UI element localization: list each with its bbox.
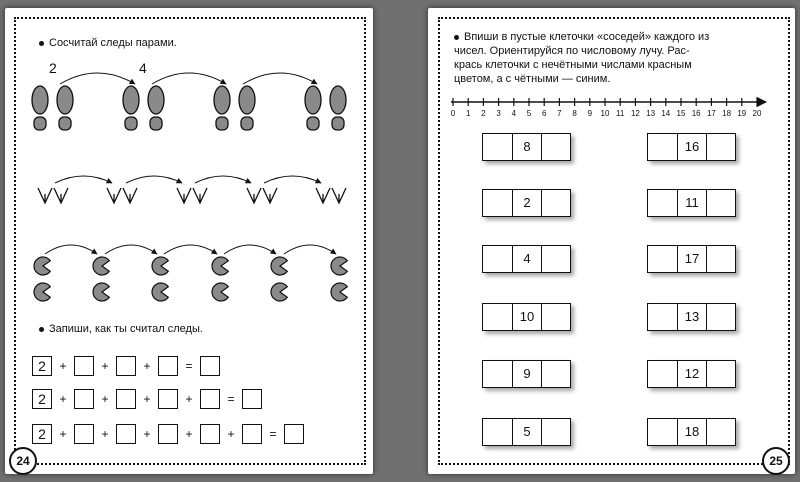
neighbor-triple bbox=[482, 245, 571, 273]
previous-neighbor-cell[interactable] bbox=[483, 134, 512, 160]
paw-track bbox=[271, 257, 287, 275]
equation-answer-box[interactable] bbox=[74, 424, 94, 444]
equation-answer-box[interactable] bbox=[200, 424, 220, 444]
instruction-line: чисел. Ориентируйся по числовому лучу. Рас- bbox=[454, 45, 690, 57]
number-line-label: 7 bbox=[557, 109, 562, 118]
given-number-cell: 12 bbox=[677, 361, 706, 387]
answer-box[interactable] bbox=[284, 424, 304, 444]
previous-neighbor-cell[interactable] bbox=[483, 304, 512, 330]
bird-track bbox=[177, 188, 191, 203]
number-line-label: 16 bbox=[691, 109, 701, 118]
previous-neighbor-cell[interactable] bbox=[648, 419, 677, 445]
equation-answer-box[interactable] bbox=[74, 356, 94, 376]
given-number-cell: 11 bbox=[677, 190, 706, 216]
count-arrow bbox=[195, 176, 251, 183]
paw-track bbox=[331, 283, 347, 301]
count-arrow bbox=[45, 245, 97, 254]
equation-given-box: 2 bbox=[32, 424, 52, 444]
count-arrow bbox=[243, 73, 317, 84]
page-number-left: 24 bbox=[9, 447, 37, 475]
equation-row bbox=[32, 356, 220, 376]
neighbor-triple bbox=[647, 245, 736, 273]
plus-sign: + bbox=[185, 427, 193, 441]
number-line-label: 13 bbox=[646, 109, 656, 118]
equation-answer-box[interactable] bbox=[158, 389, 178, 409]
equation-answer-box[interactable] bbox=[242, 424, 262, 444]
previous-neighbor-cell[interactable] bbox=[648, 134, 677, 160]
given-number-cell: 18 bbox=[677, 419, 706, 445]
next-neighbor-cell[interactable] bbox=[706, 304, 735, 330]
count-arrow bbox=[264, 176, 321, 183]
number-line-label: 12 bbox=[630, 109, 640, 118]
neighbor-triple bbox=[482, 189, 571, 217]
next-neighbor-cell[interactable] bbox=[541, 246, 570, 272]
instruction-line: цветом, а с чётными — синим. bbox=[454, 73, 611, 85]
next-neighbor-cell[interactable] bbox=[541, 361, 570, 387]
answer-box[interactable] bbox=[200, 356, 220, 376]
plus-sign: + bbox=[59, 427, 67, 441]
footprint-right bbox=[239, 86, 255, 130]
number-line bbox=[428, 8, 795, 474]
number-line-label: 4 bbox=[511, 109, 517, 118]
footprint-right bbox=[57, 86, 73, 130]
equation-answer-box[interactable] bbox=[116, 356, 136, 376]
count-arrow bbox=[126, 176, 182, 183]
previous-neighbor-cell[interactable] bbox=[648, 190, 677, 216]
number-line-label: 3 bbox=[496, 109, 501, 118]
count-arrow bbox=[105, 245, 157, 254]
count-arrow bbox=[55, 176, 112, 183]
instruction-line: крась клеточки с нечётными числами красным bbox=[454, 59, 692, 71]
equation-answer-box[interactable] bbox=[158, 424, 178, 444]
number-line-label: 14 bbox=[661, 109, 671, 118]
bird-track bbox=[247, 188, 261, 203]
previous-neighbor-cell[interactable] bbox=[648, 361, 677, 387]
number-line-label: 6 bbox=[541, 109, 547, 118]
count-arrow bbox=[60, 73, 135, 84]
page-number-right: 25 bbox=[762, 447, 790, 475]
previous-neighbor-cell[interactable] bbox=[648, 246, 677, 272]
next-neighbor-cell[interactable] bbox=[541, 190, 570, 216]
next-neighbor-cell[interactable] bbox=[541, 304, 570, 330]
equals-sign: = bbox=[269, 427, 277, 441]
footprint-right bbox=[330, 86, 346, 130]
number-line-label: 5 bbox=[526, 109, 532, 118]
number-line-label: 9 bbox=[587, 109, 593, 118]
bird-track bbox=[107, 188, 121, 203]
previous-neighbor-cell[interactable] bbox=[483, 361, 512, 387]
plus-sign: + bbox=[101, 392, 109, 406]
footprint-left bbox=[123, 86, 139, 130]
number-line-label: 2 bbox=[481, 109, 486, 118]
plus-sign: + bbox=[101, 359, 109, 373]
paw-track bbox=[34, 283, 50, 301]
paw-track bbox=[331, 257, 347, 275]
next-neighbor-cell[interactable] bbox=[706, 134, 735, 160]
number-line-label: 17 bbox=[706, 109, 716, 118]
number-line-label: 1 bbox=[465, 109, 471, 118]
instruction-write-count bbox=[39, 322, 203, 336]
equation-answer-box[interactable] bbox=[158, 356, 178, 376]
left-page bbox=[5, 8, 373, 474]
instruction-write-count-text: Запиши, как ты считал следы. bbox=[49, 323, 203, 335]
footprint-left bbox=[214, 86, 230, 130]
given-number-cell: 5 bbox=[512, 419, 541, 445]
number-line-label: 0 bbox=[450, 109, 456, 118]
previous-neighbor-cell[interactable] bbox=[483, 246, 512, 272]
neighbor-triple bbox=[647, 133, 736, 161]
neighbor-triple bbox=[482, 360, 571, 388]
footprint-left bbox=[305, 86, 321, 130]
instruction-count-pairs-text: Сосчитай следы парами. bbox=[49, 37, 177, 49]
given-number-cell: 17 bbox=[677, 246, 706, 272]
paw-track bbox=[93, 257, 109, 275]
plus-sign: + bbox=[143, 427, 151, 441]
bird-track bbox=[263, 188, 277, 203]
equation-row bbox=[32, 424, 304, 444]
count-arrow bbox=[224, 245, 276, 254]
paw-track bbox=[34, 257, 50, 275]
previous-neighbor-cell[interactable] bbox=[483, 190, 512, 216]
number-line-label: 19 bbox=[737, 109, 747, 118]
next-neighbor-cell[interactable] bbox=[541, 134, 570, 160]
count-label-4: 4 bbox=[139, 60, 147, 76]
paw-track bbox=[212, 257, 228, 275]
count-label-2: 2 bbox=[49, 60, 57, 76]
next-neighbor-cell[interactable] bbox=[706, 419, 735, 445]
plus-sign: + bbox=[185, 392, 193, 406]
footprint-left bbox=[32, 86, 48, 130]
neighbor-triple bbox=[482, 418, 571, 446]
plus-sign: + bbox=[59, 359, 67, 373]
number-line-label: 20 bbox=[752, 109, 762, 118]
plus-sign: + bbox=[143, 392, 151, 406]
bird-track bbox=[316, 188, 330, 203]
number-line-label: 15 bbox=[676, 109, 686, 118]
number-line-label: 11 bbox=[616, 109, 625, 118]
previous-neighbor-cell[interactable] bbox=[483, 419, 512, 445]
given-number-cell: 8 bbox=[512, 134, 541, 160]
given-number-cell: 13 bbox=[677, 304, 706, 330]
equation-answer-box[interactable] bbox=[200, 389, 220, 409]
plus-sign: + bbox=[143, 359, 151, 373]
paw-track bbox=[152, 257, 168, 275]
answer-box[interactable] bbox=[242, 389, 262, 409]
right-page bbox=[428, 8, 795, 474]
paw-track bbox=[152, 283, 168, 301]
equation-answer-box[interactable] bbox=[74, 389, 94, 409]
footprint-right bbox=[148, 86, 164, 130]
given-number-cell: 2 bbox=[512, 190, 541, 216]
given-number-cell: 4 bbox=[512, 246, 541, 272]
paw-track bbox=[93, 283, 109, 301]
equation-given-box: 2 bbox=[32, 389, 52, 409]
paw-track bbox=[271, 283, 287, 301]
equals-sign: = bbox=[185, 359, 193, 373]
bird-track bbox=[38, 188, 52, 203]
bird-track bbox=[123, 188, 137, 203]
number-line-label: 8 bbox=[572, 109, 577, 118]
equation-answer-box[interactable] bbox=[116, 389, 136, 409]
equation-row bbox=[32, 389, 262, 409]
neighbor-triple bbox=[647, 360, 736, 388]
instruction-line-text: Впиши в пустые клеточки «соседей» каждого из bbox=[464, 31, 710, 43]
bird-track bbox=[54, 188, 68, 203]
plus-sign: + bbox=[227, 427, 235, 441]
next-neighbor-cell[interactable] bbox=[706, 190, 735, 216]
previous-neighbor-cell[interactable] bbox=[648, 304, 677, 330]
next-neighbor-cell[interactable] bbox=[541, 419, 570, 445]
number-line-label: 10 bbox=[600, 109, 610, 118]
neighbor-triple bbox=[482, 133, 571, 161]
count-arrow bbox=[284, 245, 336, 254]
neighbor-triple bbox=[647, 418, 736, 446]
equation-given-box: 2 bbox=[32, 356, 52, 376]
given-number-cell: 16 bbox=[677, 134, 706, 160]
neighbor-triple bbox=[647, 303, 736, 331]
bird-track bbox=[193, 188, 207, 203]
bullet-dot bbox=[39, 327, 44, 332]
next-neighbor-cell[interactable] bbox=[706, 361, 735, 387]
count-arrow bbox=[152, 73, 226, 84]
next-neighbor-cell[interactable] bbox=[706, 246, 735, 272]
neighbor-triple bbox=[647, 189, 736, 217]
bird-track bbox=[332, 188, 346, 203]
count-arrow bbox=[164, 245, 217, 254]
given-number-cell: 10 bbox=[512, 304, 541, 330]
plus-sign: + bbox=[101, 427, 109, 441]
equation-answer-box[interactable] bbox=[116, 424, 136, 444]
paw-track bbox=[212, 283, 228, 301]
equals-sign: = bbox=[227, 392, 235, 406]
given-number-cell: 9 bbox=[512, 361, 541, 387]
number-line-label: 18 bbox=[722, 109, 732, 118]
plus-sign: + bbox=[59, 392, 67, 406]
neighbor-triple bbox=[482, 303, 571, 331]
